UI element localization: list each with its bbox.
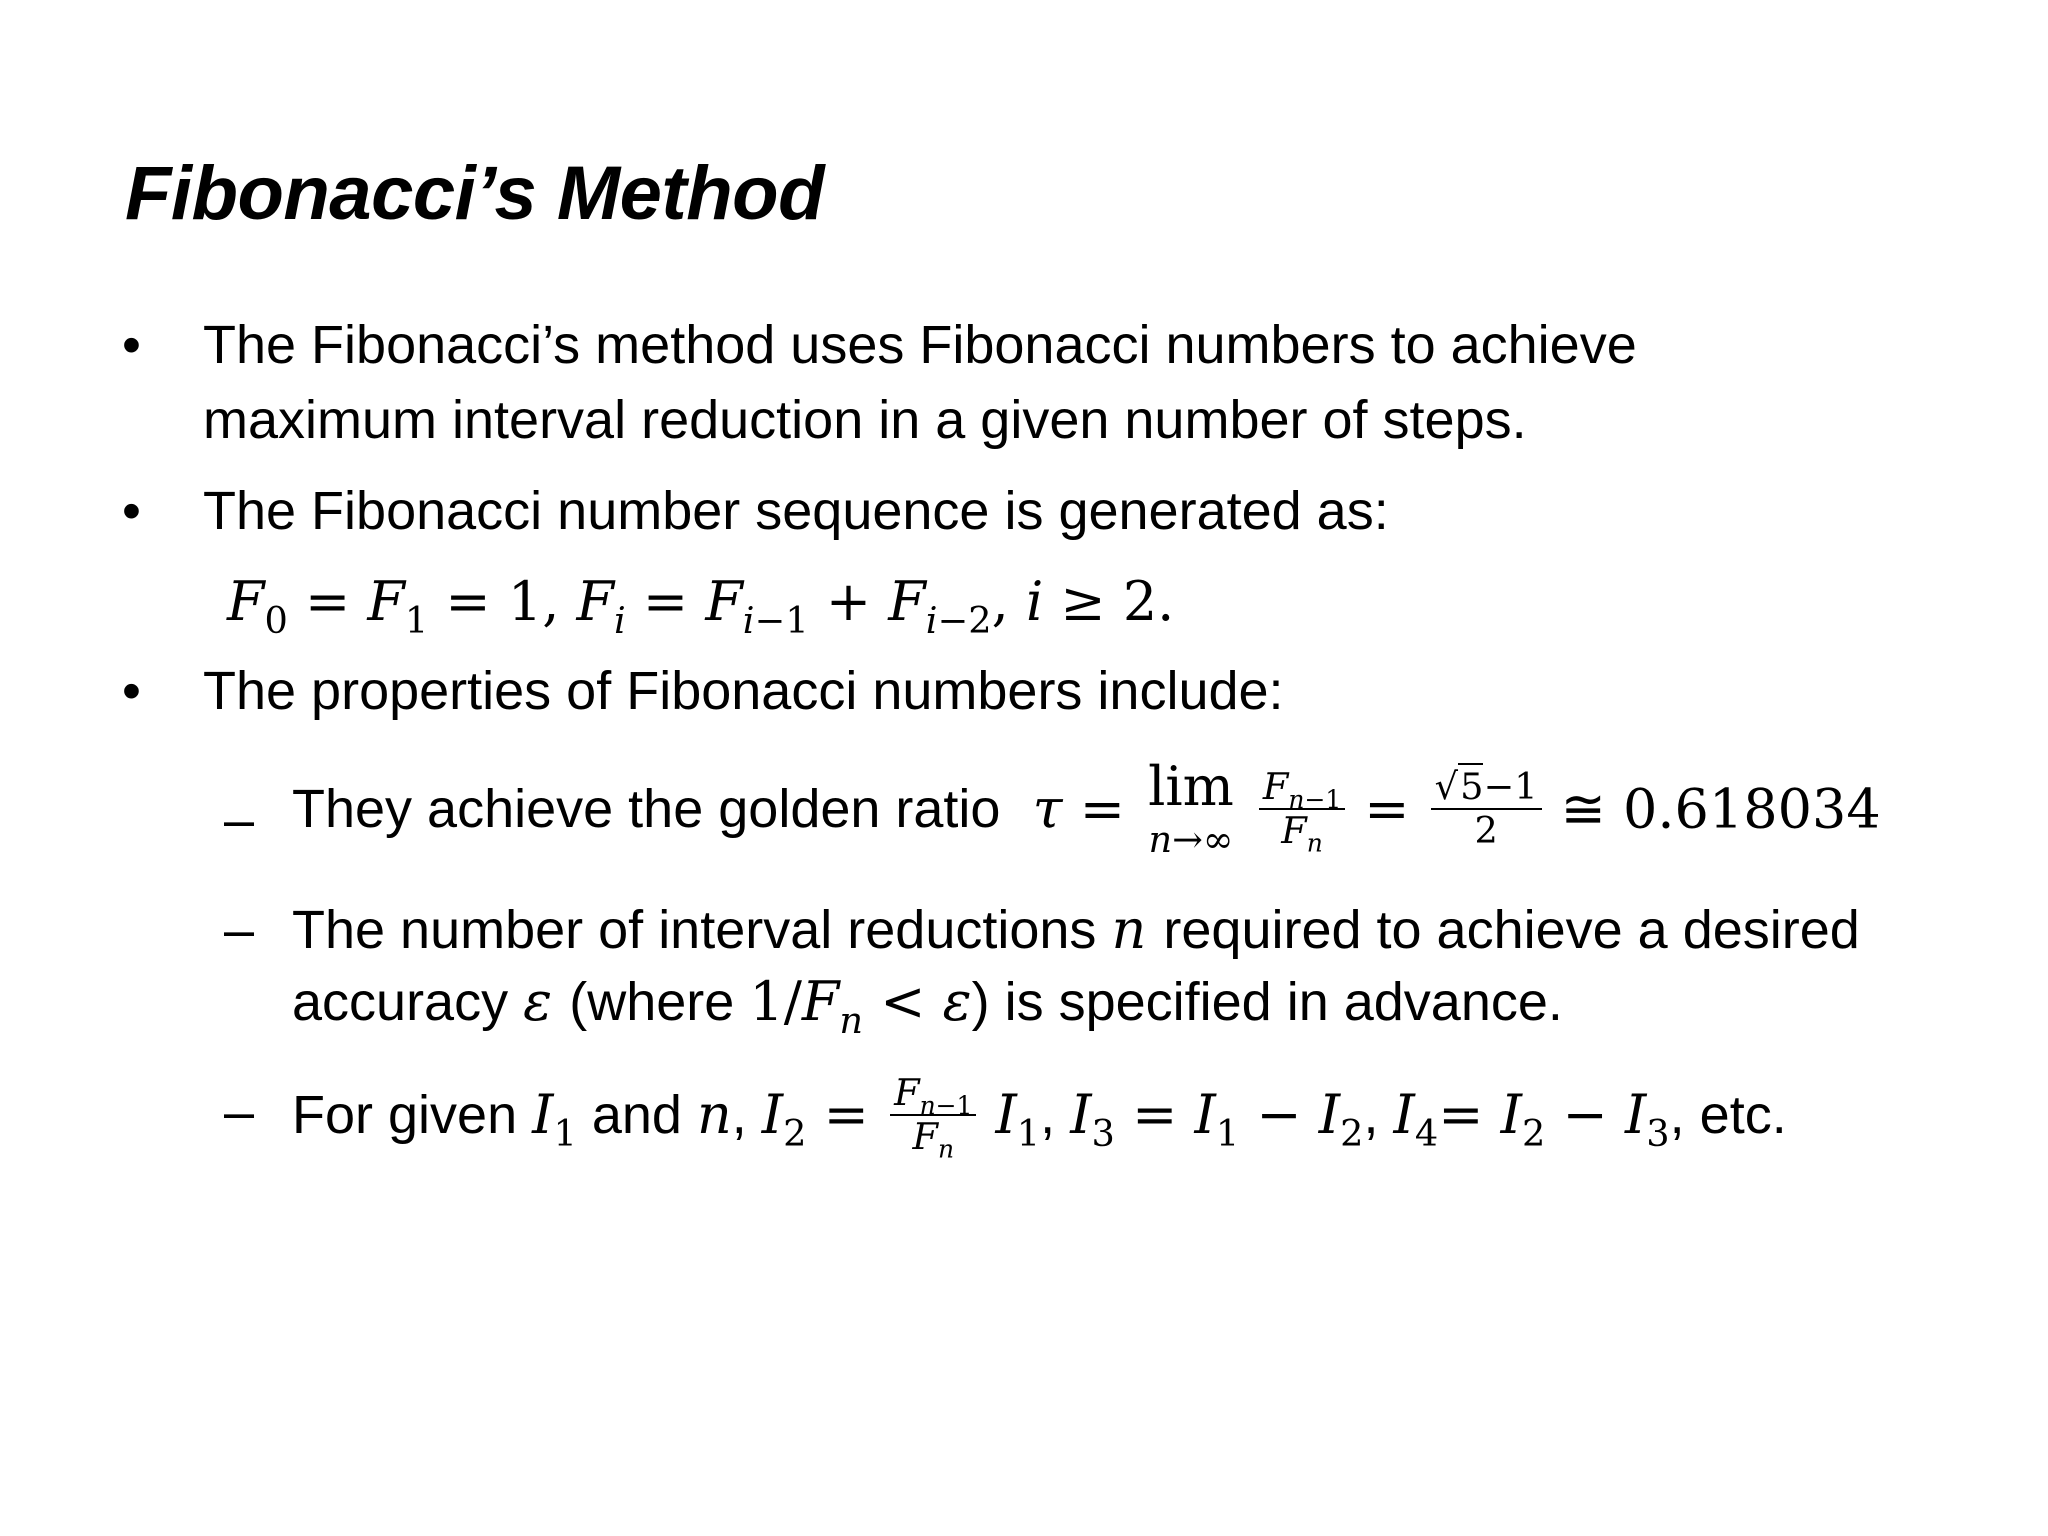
dash-marker: – <box>224 1082 255 1142</box>
bullet-3-line-1: The properties of Fibonacci numbers include: <box>203 661 1284 721</box>
bullet-marker: • <box>122 481 141 541</box>
bullet-1-line-2: maximum interval reduction in a given number of steps. <box>203 390 1527 450</box>
sub-item-golden-ratio: They achieve the golden ratio τ = lim n→∞ $\frac{F_{n-1}}{F_n}$ = $\frac{√5-1}{2}$ ≅ 0.618034 <box>292 755 1881 861</box>
slide-title: Fibonacci’s Method <box>125 151 825 236</box>
fibonacci-recurrence-formula: $F_0 = F_1 = 1$, $F_i = F_{i-1} + F_{i-2}$, i ≥ 2. <box>227 570 1175 642</box>
bullet-marker: • <box>122 661 141 721</box>
sub-item-2-line-1-start: The number of interval reductions <box>292 900 1097 960</box>
sub-item-2-line-1-end: required to achieve a desired <box>1163 900 1860 960</box>
sub-item-2-line-1: The number of interval reductions n required to achieve a desired <box>292 898 1860 961</box>
bullet-1-line-1: The Fibonacci’s method uses Fibonacci numbers to achieve <box>203 315 1637 375</box>
dash-marker: – <box>224 790 255 850</box>
golden-ratio-value: 0.618034 <box>1623 777 1881 841</box>
bullet-marker: • <box>122 315 141 375</box>
sub-item-2-line-2: accuracy ε (where $1/F_n < \varepsilon$) is specified in advance. <box>292 970 1563 1042</box>
sub-item-3-and: and <box>591 1085 682 1146</box>
sub-item-interval-update: For given $I_1$ and n, $I_2$ = $\frac{F_{n-1}}{F_n}$ $I_1$, $I_3 = I_1 - I_2$, $I_4= I_2 - I_3$, etc. <box>292 1071 1787 1164</box>
sub-item-3-start: For given <box>292 1085 518 1146</box>
sub-item-3-end: , etc. <box>1669 1085 1787 1146</box>
sub-item-2-line-2-start: accuracy <box>292 972 509 1032</box>
dash-marker: – <box>224 900 255 960</box>
golden-ratio-text: They achieve the golden ratio <box>292 779 1001 840</box>
bullet-2-line-1: The Fibonacci number sequence is generated as: <box>203 481 1389 541</box>
sub-item-2-line-2-end: ) is specified in advance. <box>971 972 1563 1032</box>
sub-item-2-line-2-mid: (where <box>569 972 735 1032</box>
